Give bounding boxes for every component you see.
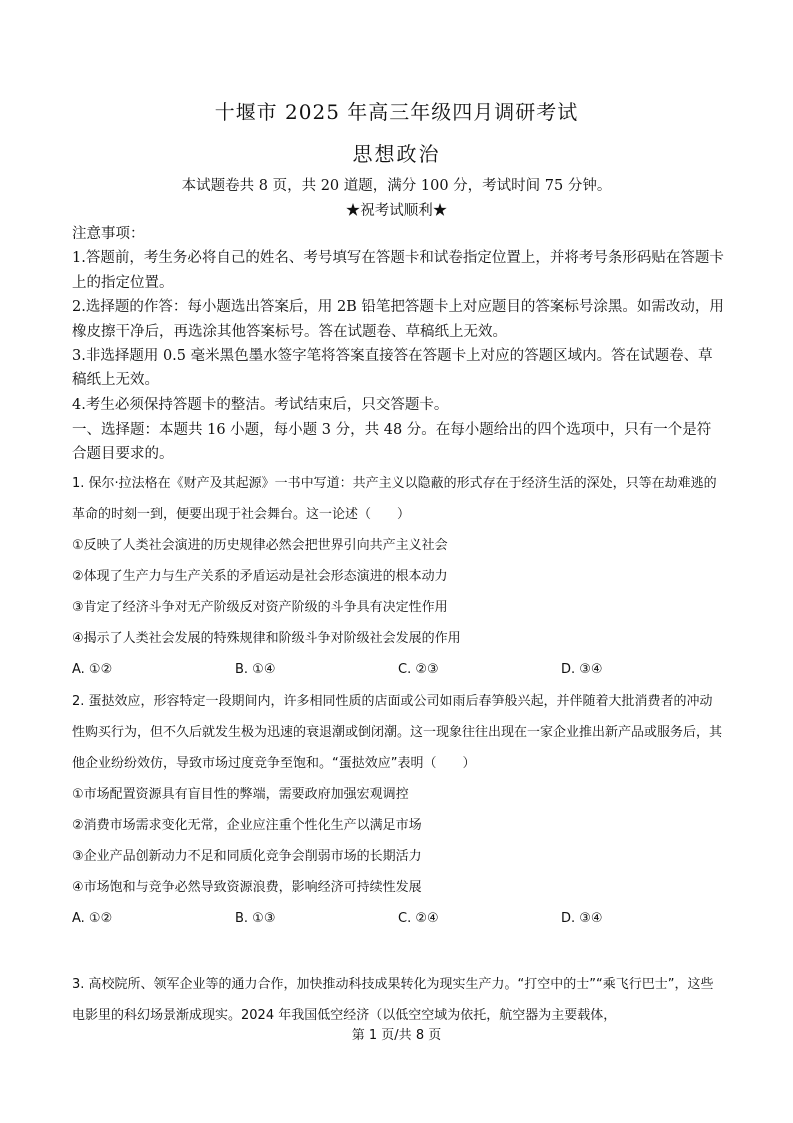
answer-options xyxy=(72,654,724,685)
notes-block xyxy=(72,222,724,417)
note-item: 3.非选择题用 0.5 毫米黑色墨水签字笔将答案直接答在答题卡上对应的答题区域内。答在试题卷、草稿纸上无效。 xyxy=(72,348,713,389)
statement: ③肯定了经济斗争对无产阶级反对资产阶级的斗争具有决定性作用 xyxy=(72,600,448,615)
statement: ②消费市场需求变化无常，企业应注重个性化生产以满足市场 xyxy=(72,818,422,833)
question-3 xyxy=(72,969,724,1031)
exam-title: 十堰市 2025 年高三年级四月调研考试 xyxy=(214,100,579,124)
question-1 xyxy=(72,468,724,685)
option-c: C. ②④ xyxy=(398,911,439,926)
exam-info: 本试题卷共 8 页，共 20 道题，满分 100 分，考试时间 75 分钟。 xyxy=(181,178,612,194)
section-heading: 一、选择题：本题共 16 小题，每小题 3 分，共 48 分。在每小题给出的四个选项中，只有一个是符合题目要求的。 xyxy=(72,422,712,463)
statement: ②体现了生产力与生产关系的矛盾运动是社会形态演进的根本动力 xyxy=(72,569,448,584)
question-stem: 2. 蛋挞效应，形容特定一段期间内，许多相同性质的店面或公司如雨后春笋般兴起，并伴随着大批消费者的冲动性购买行为，但不久后就发生极为迅速的衰退潮或倒闭潮。这一现象往往出现在一家企业推出新产品或服务后，其他企业纷纷效仿，导致市场过度竞争至饱和。“蛋挞效应”表明（ ） xyxy=(72,694,723,771)
note-item: 2.选择题的作答：每小题选出答案后，用 2B 铅笔把答题卡上对应题目的答案标号涂黑。如需改动，用橡皮擦干净后，再选涂其他答案标号。答在试题卷、草稿纸上无效。 xyxy=(72,299,724,340)
option-b: B. ①③ xyxy=(235,911,276,926)
statement: ④揭示了人类社会发展的特殊规律和阶级斗争对阶级社会发展的作用 xyxy=(72,631,461,646)
statement: ①市场配置资源具有盲目性的弊端，需要政府加强宏观调控 xyxy=(72,787,409,802)
answer-options xyxy=(72,903,724,934)
statement: ①反映了人类社会演进的历史规律必然会把世界引向共产主义社会 xyxy=(72,538,448,553)
question-2 xyxy=(72,686,724,934)
option-d: D. ③④ xyxy=(561,662,603,677)
statement: ③企业产品创新动力不足和同质化竞争会削弱市场的长期活力 xyxy=(72,849,422,864)
option-a: A. ①② xyxy=(72,662,113,677)
note-item: 1.答题前，考生务必将自己的姓名、考号填写在答题卡和试卷指定位置上，并将考号条形码贴在答题卡上的指定位置。 xyxy=(72,250,724,291)
option-d: D. ③④ xyxy=(561,911,603,926)
option-b: B. ①④ xyxy=(235,662,276,677)
option-a: A. ①② xyxy=(72,911,113,926)
option-c: C. ②③ xyxy=(398,662,439,677)
exam-subject: 思想政治 xyxy=(352,142,441,166)
page-footer: 第 1 页/共 8 页 xyxy=(351,1028,442,1043)
good-luck-line: ★祝考试顺利★ xyxy=(345,203,448,219)
statement: ④市场饱和与竞争必然导致资源浪费，影响经济可持续性发展 xyxy=(72,880,422,895)
note-item: 4.考生必须保持答题卡的整洁。考试结束后，只交答题卡。 xyxy=(72,396,449,413)
question-stem: 1. 保尔·拉法格在《财产及其起源》一书中写道：共产主义以隐蔽的形式存在于经济生活的深处，只等在劫难逃的革命的时刻一到，便要出现于社会舞台。这一论述（ ） xyxy=(72,476,717,522)
question-stem: 3. 高校院所、领军企业等的通力合作，加快推动科技成果转化为现实生产力。“打空中的士”“乘飞行巴士”，这些电影里的科幻场景渐成现实。2024 年我国低空经济（以低空空域为依托，航空器为主要载体， xyxy=(72,977,714,1023)
notes-heading: 注意事项： xyxy=(72,226,145,242)
